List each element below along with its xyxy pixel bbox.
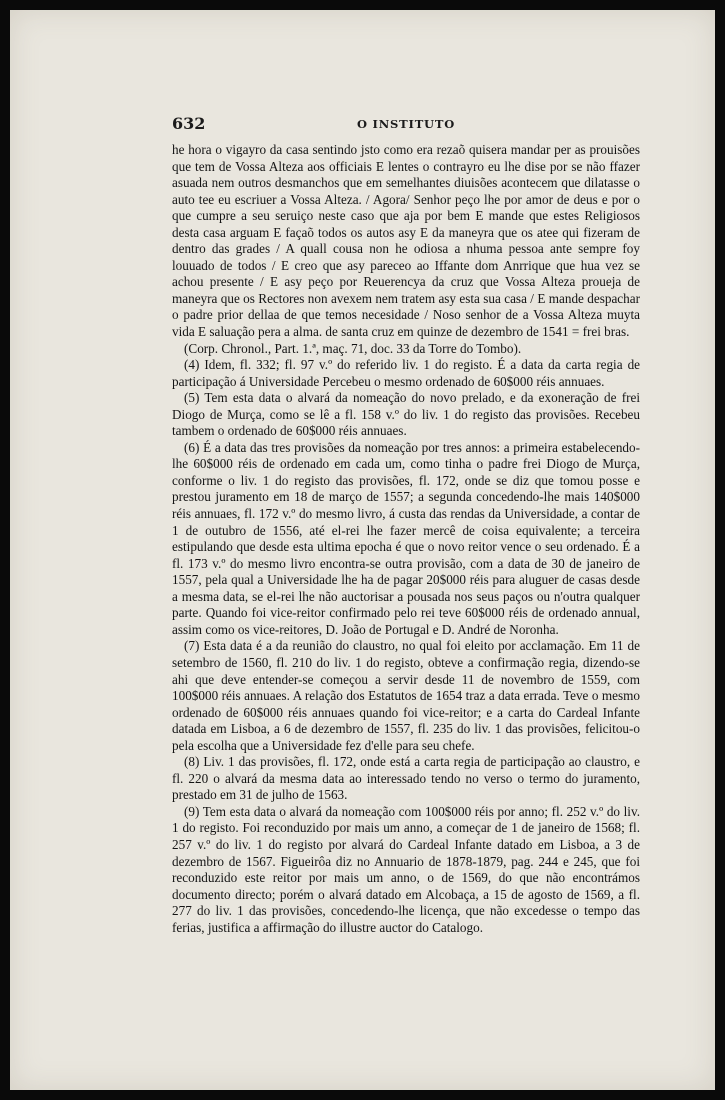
footnote-number: (5)	[184, 390, 200, 406]
page-number: 632	[172, 114, 206, 133]
footnote-5	[172, 390, 640, 440]
footnote-text: Tem esta data o alvará da nomeação com 100$000 réis por anno; fl. 252 v.º do liv. 1 do registo. Foi reconduzido por mais um anno, a começar de 1 de janeiro de 1568; fl. 257 v.º do liv. 1 do registo por alvará do Cardeal Infante datado em Lisboa, a 3 de dezembro de 1567. Figueirôa diz no Annuario de 1878-1879, pag. 244 e 245, que foi reconduzido este reitor por mais um anno, o de 1569, do que não encontrámos documento directo; porém o alvará datado em Alcobaça, a 15 de agosto de 1569, a fl. 277 do liv. 1 das provisões, concedendo-lhe licença, que não excedesse o tempo das ferias, justifica a affirmação do illustre auctor do Catalogo.	[172, 803, 640, 935]
running-title: O INSTITUTO	[356, 117, 456, 131]
footnote-number: (7)	[184, 638, 200, 654]
footnote-text: Esta data é a da reunião do claustro, no qual foi eleito por acclamação. Em 11 de setembro de 1560, fl. 210 do liv. 1 do registo, obteve a confirmação regia, dizendo-se ahi que deve entender-se começou a servir desde 11 de novembro de 1559, com 100$000 réis annuaes. A relação dos Estatutos de 1654 traz a data errada. Teve o mesmo ordenado de 60$000 réis annuaes quando foi vice-reitor; e a carta do Cardeal Infante datada em Lisboa, a 6 de dezembro de 1557, fl. 235 do liv. 1 das provisões, felicitou-o pela escolha que a Universidade fez d'elle para seu chefe.	[172, 638, 640, 753]
body-text	[172, 142, 640, 972]
footnote-number: (9)	[184, 803, 200, 819]
footnote-6	[172, 440, 640, 639]
footnote-number: (4)	[184, 357, 200, 373]
page-header	[172, 114, 640, 136]
footnote-4	[172, 357, 640, 390]
footnote-8	[172, 754, 640, 804]
footnote-text: Tem esta data o alvará da nomeação do novo prelado, e da exoneração de frei Diogo de Murça, como se lê a fl. 158 v.º do liv. 1 do registo das provisões. Recebeu tambem o ordenado de 60$000 réis annuaes.	[172, 390, 640, 439]
footnote-7	[172, 638, 640, 754]
footnote-number: (6)	[184, 439, 200, 455]
source-citation: (Corp. Chronol., Part. 1.ª, maç. 71, doc. 33 da Torre do Tombo).	[184, 340, 522, 356]
footnote-text: Idem, fl. 332; fl. 97 v.º do referido liv. 1 do registo. É a data da carta regia de participação á Universidade Percebeu o mesmo ordenado de 60$000 réis annuaes.	[172, 357, 640, 389]
page-sheet	[10, 10, 715, 1090]
footnote-text: Liv. 1 das provisões, fl. 172, onde está a carta regia de participação ao claustro, e fl. 220 o alvará da mesma data ao interessado tendo no verso o termo do juramento, prestado em 31 de julho de 1563.	[172, 754, 640, 803]
footnote-text: É a data das tres provisões da nomeação por tres annos: a primeira estabelecendo-lhe 60$000 réis de ordenado em cada um, como tinha o padre frei Diogo de Murça, conforme o liv. 1 do registo das provisões, fl. 172, onde se diz que tomou posse e prestou juramento em 18 de março de 1557; a segunda concedendo-lhe mais 140$000 réis annuaes, fl. 172 v.º do mesmo livro, á custa das rendas da Universidade, a contar de 1 de outubro de 1556, até el-rei lhe fazer mercê de coisa equivalente; a terceira estipulando que desde esta ultima epocha é que o novo reitor vence o seu ordenado. É a fl. 173 v.º do mesmo livro encontra-se outra provisão, com a data de 30 de janeiro de 1557, pela qual a Universidade lhe ha de pagar 20$000 réis para aluguer de casas desde a mesma data, se el-rei lhe não auctorisar a pousada nos seus paços ou n'outra qualquer parte. Quando foi vice-reitor confirmado pelo rei teve 60$000 réis de ordenado annual, assim como os vice-reitores, D. João de Portugal e D. André de Noronha.	[172, 439, 640, 637]
quoted-letter-paragraph: he hora o vigayro da casa sentindo jsto como era rezaõ quisera mandar per as prouisões que tem de Vossa Alteza aos officiais E lentes o contrayro eu lhe dise por se não ffazer asuada nem outros desmanchos que em semelhantes diuisões acontecem que dilatasse o auto tee eu escriuer a Vossa Alteza. / Agora/ Senhor peço lhe por amor de deus e por o que cumpre a seu seruiço neste caso que aja por bem E mande que estes Religiosos desta casa arguam E façaõ todos os autos asy E da maneyra que os atee qui fizeram de dentro das grades / A quall cousa non he odiosa a nhuma pessoa ante sempre foy louuado de todos / E creo que asy pareceo ao Iffante dom Anrrique que hua vez se achou presente / E asy peço por Reuerencya da cruz que Vossa Alteza proueja de maneyra que os Rectores non avexem nem tratem asy esta sua casa / E mande despachar o padre prior dellaa de que temos necesidade / Noso senhor de a Vossa Alteza muyta vida E saluação pera a alma. de santa cruz em quinze de dezembro de 1541 = frei bras.	[172, 142, 640, 340]
footnote-9	[172, 804, 640, 936]
footnote-number: (8)	[184, 754, 200, 770]
